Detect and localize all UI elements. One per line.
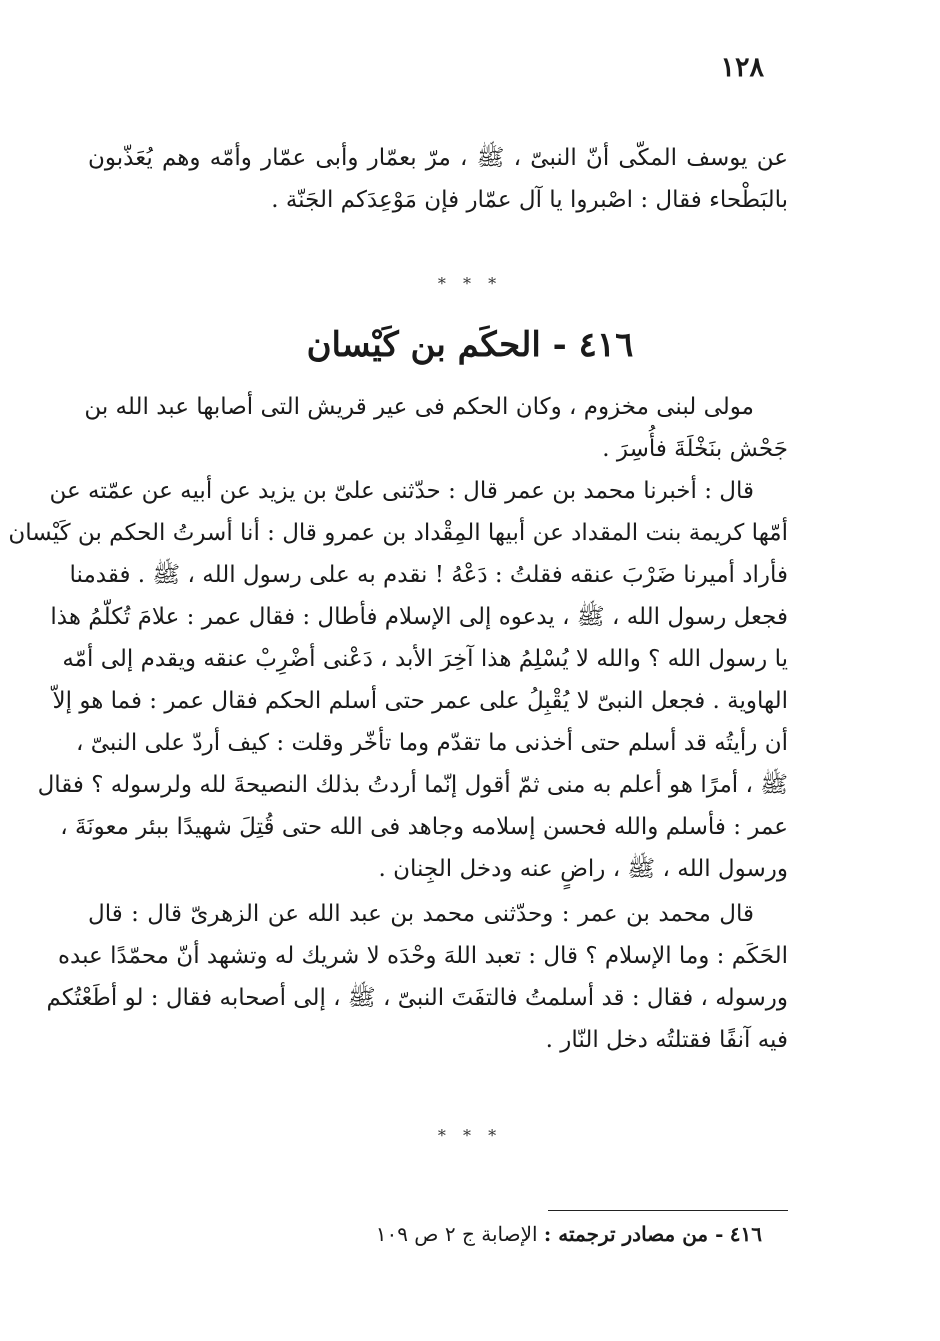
text-line: يا رسول الله ؟ والله لا يُسْلِمُ هذا آخِرَ الأبد ، دَعْنى أضْرِبْ عنقه ويقدم إلى أمّه	[62, 646, 788, 672]
text-line: عمر : فأسلم والله فحسن إسلامه وجاهد فى الله حتى قُتِلَ شهيدًا ببئر معونَةَ ،	[60, 814, 788, 840]
text-line: فجعل رسول الله ، ﷺ ، يدعوه إلى الإسلام فأطال : فقال عمر : علامَ تُكلّمُ هذا	[50, 604, 788, 630]
footnote-text: الإصابة ج ٢ ص ١٠٩	[375, 1222, 538, 1246]
paragraph-3	[46, 893, 788, 1061]
text-line: ورسول الله ، ﷺ ، راضٍ عنه ودخل الجِنان .	[378, 856, 788, 882]
section-separator: * * *	[437, 1126, 503, 1145]
footnote-number: ٤١٦	[729, 1222, 762, 1246]
entry-heading: ٤١٦ - الحكَم بن كَيْسان	[306, 325, 634, 365]
text-line: قال محمد بن عمر : وحدّثنى محمد بن عبد الله عن الزهرىّ قال : قال	[88, 901, 754, 927]
text-line: أن رأيتُه قد أسلم حتى أخذنى ما تقدّم وما تأخّر وقلت : كيف أردّ على النبىّ ،	[76, 730, 788, 756]
paragraph-1	[84, 386, 788, 470]
text-line: بالبَطْحاء فقال : اصْبروا يا آل عمّار فإن مَوْعِدَكم الجَنّة .	[271, 187, 788, 213]
footnote-label: - من مصادر ترجمته :	[543, 1222, 724, 1246]
intro-paragraph	[88, 137, 788, 221]
page-number: ١٢٨	[720, 52, 764, 83]
text-line: ﷺ ، أمرًا هو أعلم به منى ثمّ أقول إنّما أردتُ بذلك النصيحةَ لله ولرسوله ؟ فقال	[37, 772, 788, 798]
text-line: فأراد أميرنا ضَرْبَ عنقه فقلتُ : دَعْهُ ! نقدم به على رسول الله ، ﷺ . فقدمنا	[69, 562, 788, 588]
text-line: عن يوسف المكّى أنّ النبىّ ، ﷺ ، مرّ بعمّار وأبى عمّار وأمّه وهم يُعَذّبون	[88, 145, 788, 171]
text-line: فيه آنفًا فقتلتُه دخل النّار .	[545, 1027, 788, 1053]
text-line: مولى لبنى مخزوم ، وكان الحكم فى عير قريش التى أصابها عبد الله بن	[84, 394, 754, 420]
footnote	[376, 1222, 762, 1246]
text-line: قال : أخبرنا محمد بن عمر قال : حدّثنى علىّ بن يزيد عن أبيه عن عمّته عن	[49, 478, 754, 504]
text-line: أمّها كريمة بنت المقداد عن أبيها المِقْداد بن عمرو قال : أنا أسرتُ الحكم بن كَيْسان	[8, 520, 788, 546]
section-separator: * * *	[437, 274, 503, 293]
paragraph-2	[8, 470, 788, 890]
text-line: جَحْش بنَخْلَةَ فأُسِرَ .	[602, 436, 788, 462]
text-line: ورسوله ، فقال : قد أسلمتُ فالتفَتَ النبىّ ، ﷺ ، إلى أصحابه فقال : لو أطَعْتُكم	[46, 985, 788, 1011]
text-line: الهاوية . فجعل النبىّ لا يُقْبِلُ على عمر حتى أسلم الحكم فقال عمر : فما هو إلاّ	[52, 688, 788, 714]
text-line: الحَكَم : وما الإسلام ؟ قال : تعبد اللهَ وحْدَه لا شريك له وتشهد أنّ محمّدًا عبده	[57, 943, 788, 969]
footnote-divider	[548, 1210, 788, 1211]
